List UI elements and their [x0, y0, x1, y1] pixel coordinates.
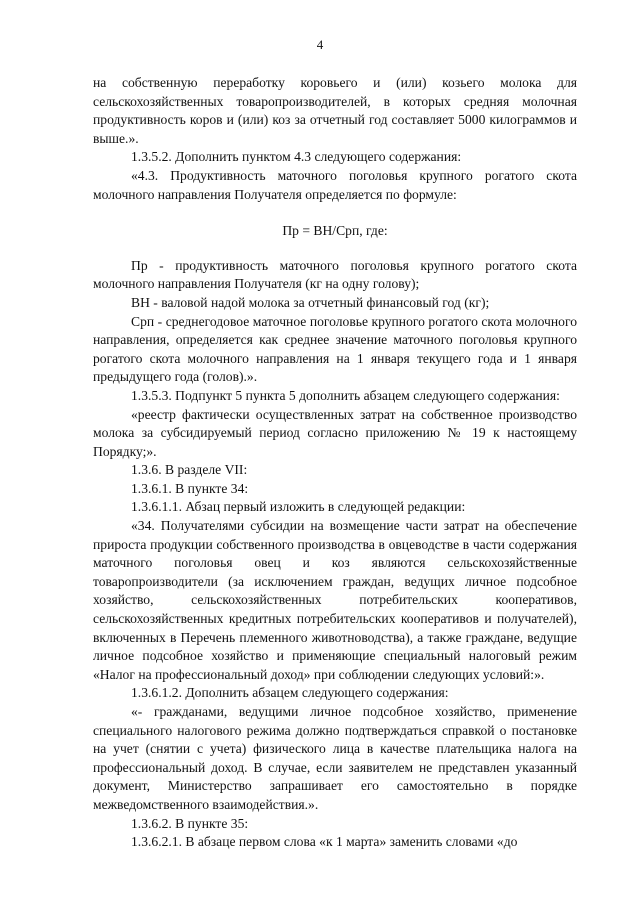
- paragraph: 1.3.6.1.2. Дополнить абзацем следующего содержания:: [131, 685, 449, 701]
- paragraph: «- гражданами, ведущими личное подсобное хозяйство, применение специального налогового режима должно подтверждаться справкой о постановке на учет (снятии с учета) физического лица в качестве плательщика налога на профессиональный доход. В случае, если заявителем не представлен указанный документ, Министерство запрашивает его самостоятельно в порядке межведомственного взаимодействия.».: [93, 704, 577, 812]
- paragraph: 1.3.6.2. В пункте 35:: [131, 815, 249, 831]
- paragraph: 1.3.6.1. В пункте 34:: [131, 480, 249, 496]
- paragraph: Срп - среднегодовое маточное поголовье крупного рогатого скота молочного направления, определяется как среднее значение маточного поголовья крупного рогатого скота молочного направления на 1 января текущего года и 1 января предыдущего года (голов).».: [93, 313, 577, 385]
- paragraph: 1.3.6. В разделе VII:: [131, 462, 248, 478]
- paragraph: «4.3. Продуктивность маточного поголовья крупного рогатого скота молочного направления Получателя определяется по формуле:: [93, 167, 577, 202]
- paragraph: 1.3.5.3. Подпункт 5 пункта 5 дополнить абзацем следующего содержания:: [131, 387, 560, 403]
- paragraphs-after-formula: [93, 257, 577, 852]
- paragraph: Пр - продуктивность маточного поголовья крупного рогатого скота молочного направления Получателя (кг на одну голову);: [93, 257, 577, 292]
- paragraph: 1.3.6.2.1. В абзаце первом слова «к 1 марта» заменить словами «до: [131, 834, 518, 850]
- formula: Пр = ВН/Срп, где:: [282, 223, 388, 239]
- paragraph: 1.3.6.1.1. Абзац первый изложить в следующей редакции:: [131, 499, 466, 515]
- paragraphs-before-formula: [93, 74, 577, 204]
- paragraph: 1.3.5.2. Дополнить пунктом 4.3 следующего содержания:: [131, 149, 462, 165]
- page-number: 4: [316, 37, 324, 52]
- paragraph: ВН - валовой надой молока за отчетный финансовый год (кг);: [131, 294, 490, 310]
- paragraph: «34. Получателями субсидии на возмещение части затрат на обеспечение прироста продукции собственного производства в овцеводстве в части содержания маточного поголовья овец и коз являются сельскохозяйственные товаропроизводители (за исключением граждан, ведущих личное подсобное хозяйство, сельскохозяйственных потребительских кооперативов, сельскохозяйственных кредитных потребительских кооперативов и получателей), включенных в Перечень племенного животноводства), а также граждане, ведущие личное подсобное хозяйство и применяющие специальный налоговый режим «Налог на профессиональный доход» при соблюдении следующих условий:».: [93, 518, 577, 682]
- document-body: [93, 74, 577, 852]
- paragraph: на собственную переработку коровьего и (или) козьего молока для сельскохозяйственных товаропроизводителей, в которых средняя молочная продуктивность коров и (или) коз за отчетный год составляет 5000 килограммов и выше.».: [93, 75, 577, 146]
- paragraph: «реестр фактически осуществленных затрат на собственное производство молока за субсидируемый период согласно приложению № 19 к настоящему Порядку;».: [93, 406, 577, 459]
